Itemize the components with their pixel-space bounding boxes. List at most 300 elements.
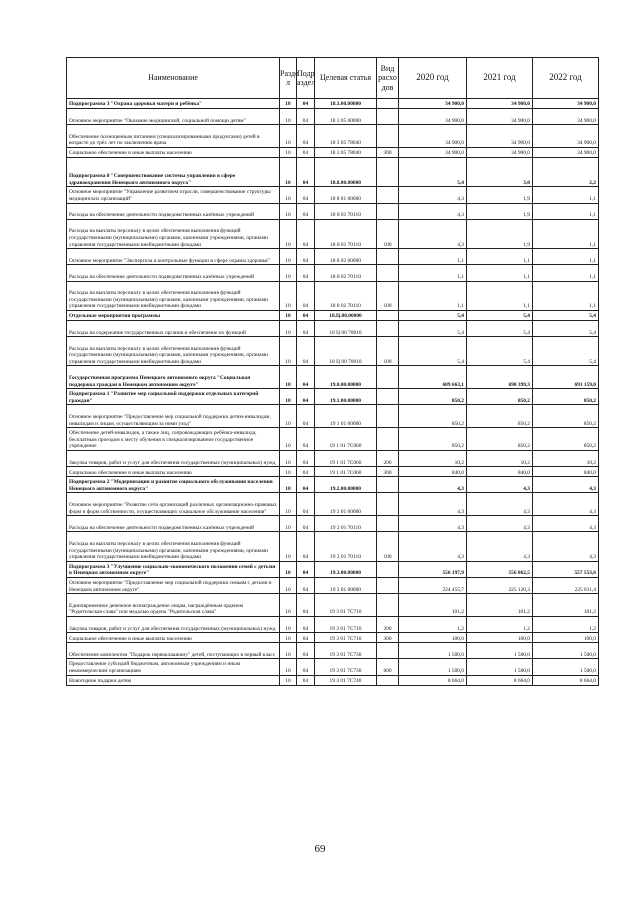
cell-celevaya-statya: 18 8 01 00000 xyxy=(315,187,377,203)
cell-amount-2022: 4,3 xyxy=(533,532,599,561)
cell-podrazdel: 04 xyxy=(297,643,315,659)
cell-amount-2020: 224 455,7 xyxy=(399,578,467,594)
cell-celevaya-statya: 18 3 05 00000 xyxy=(315,109,377,125)
cell-amount-2020: 100,0 xyxy=(399,633,467,643)
cell-razdel: 10 xyxy=(280,337,297,366)
cell-amount-2022: 850,2 xyxy=(533,389,599,405)
cell-celevaya-statya: 19.2.00.00000 xyxy=(315,477,377,493)
cell-celevaya-statya: 18.Ц.00.00000 xyxy=(315,310,377,320)
cell-razdel: 10 xyxy=(280,578,297,594)
cell-celevaya-statya: 19.3.00.00000 xyxy=(315,561,377,577)
cell-amount-2021: 556 862,5 xyxy=(467,561,533,577)
cell-amount-2022: 850,2 xyxy=(533,428,599,451)
header-name: Наименование xyxy=(67,58,280,99)
cell-amount-2021: 225 120,3 xyxy=(467,578,533,594)
cell-razdel: 10 xyxy=(280,616,297,632)
budget-table-sheet xyxy=(66,57,598,686)
cell-amount-2021: 34 900,0 xyxy=(467,147,533,157)
cell-amount-2020: 1,1 xyxy=(399,249,467,265)
cell-celevaya-statya: 18 Ц 00 70010 xyxy=(315,337,377,366)
cell-amount-2020: 1,2 xyxy=(399,616,467,632)
cell-razdel: 10 xyxy=(280,561,297,577)
cell-amount-2020: 34 900,0 xyxy=(399,147,467,157)
cell-razdel: 10 xyxy=(280,594,297,617)
cell-razdel: 10 xyxy=(280,532,297,561)
cell-amount-2022: 225 811,4 xyxy=(533,578,599,594)
cell-amount-2022: 34 900,0 xyxy=(533,99,599,109)
cell-razdel: 10 xyxy=(280,366,297,389)
cell-name: Подпрограмма 8 "Совершенствование системы управления в сфере здравоохранения Ненецкого автономного округа" xyxy=(67,157,280,186)
cell-vid-rashodov: 300 xyxy=(377,147,399,157)
page-number: 69 xyxy=(314,843,326,855)
cell-amount-2022: 34 900,0 xyxy=(533,147,599,157)
cell-amount-2020: 101,2 xyxy=(399,594,467,617)
cell-podrazdel: 04 xyxy=(297,219,315,248)
cell-celevaya-statya: 19 3 01 7C710 xyxy=(315,633,377,643)
table-row xyxy=(67,675,599,685)
table-row xyxy=(67,467,599,477)
cell-vid-rashodov xyxy=(377,578,399,594)
cell-razdel: 10 xyxy=(280,219,297,248)
cell-amount-2020: 4,3 xyxy=(399,477,467,493)
cell-name: Предоставление субсидий бюджетным, автономным учреждениям и иным некоммерческим организациям xyxy=(67,659,280,675)
cell-vid-rashodov xyxy=(377,157,399,186)
cell-name: Социальное обеспечение и иные выплаты населению xyxy=(67,633,280,643)
table-row xyxy=(67,265,599,281)
cell-celevaya-statya: 18 8 02 70110 xyxy=(315,281,377,310)
cell-amount-2022: 34 900,0 xyxy=(533,109,599,125)
table-row xyxy=(67,477,599,493)
cell-razdel: 10 xyxy=(280,203,297,219)
cell-vid-rashodov: 300 xyxy=(377,633,399,643)
cell-amount-2020: 4,3 xyxy=(399,203,467,219)
table-row xyxy=(67,493,599,516)
cell-podrazdel: 04 xyxy=(297,477,315,493)
cell-vid-rashodov xyxy=(377,310,399,320)
cell-amount-2022: 101,2 xyxy=(533,594,599,617)
cell-vid-rashodov xyxy=(377,477,399,493)
cell-celevaya-statya: 19 3 01 00000 xyxy=(315,578,377,594)
cell-amount-2020: 4,3 xyxy=(399,493,467,516)
cell-podrazdel: 04 xyxy=(297,616,315,632)
cell-celevaya-statya: 18.3.00.00000 xyxy=(315,99,377,109)
cell-vid-rashodov xyxy=(377,99,399,109)
cell-podrazdel: 04 xyxy=(297,310,315,320)
cell-name: Социальное обеспечение и иные выплаты населению xyxy=(67,467,280,477)
cell-razdel: 10 xyxy=(280,249,297,265)
cell-amount-2021: 1 500,0 xyxy=(467,643,533,659)
cell-name: Единовременное денежное вознаграждение лицам, награждённым орденом "Родительская слава" или медалью ордена "Родительская слава" xyxy=(67,594,280,617)
cell-podrazdel: 04 xyxy=(297,109,315,125)
cell-amount-2022: 1,1 xyxy=(533,203,599,219)
cell-name: Расходы на обеспечение деятельности подведомственных казённых учреждений xyxy=(67,203,280,219)
table-row xyxy=(67,320,599,336)
cell-podrazdel: 04 xyxy=(297,561,315,577)
cell-amount-2022: 691 159,0 xyxy=(533,366,599,389)
cell-name: Государственная программа Ненецкого автономного округа "Социальная поддержка граждан в Ненецком автономном округе" xyxy=(67,366,280,389)
header-celevaya-statya: Целевая статья xyxy=(315,58,377,99)
cell-amount-2021: 1,2 xyxy=(467,616,533,632)
cell-razdel: 10 xyxy=(280,389,297,405)
cell-amount-2020: 1,1 xyxy=(399,281,467,310)
cell-celevaya-statya: 18 3 05 78040 xyxy=(315,147,377,157)
cell-name: Обеспечение комплектом "Подарок первоклашкину" детей, поступающих в первый класс xyxy=(67,643,280,659)
cell-name: Основное мероприятие "Экспертиза и контрольные функции в сфере охраны здоровья" xyxy=(67,249,280,265)
cell-podrazdel: 04 xyxy=(297,187,315,203)
cell-celevaya-statya: 19 1 01 00000 xyxy=(315,405,377,428)
cell-amount-2020: 850,2 xyxy=(399,405,467,428)
cell-razdel: 10 xyxy=(280,643,297,659)
cell-amount-2022: 1,1 xyxy=(533,265,599,281)
cell-celevaya-statya: 18 3 05 78040 xyxy=(315,125,377,148)
cell-name: Расходы на выплаты персоналу в целях обеспечения выполнения функций государственными (муниципальными) органами, казенными учреждениями, органами управления государственными внебюджетными фондами xyxy=(67,281,280,310)
cell-name: Расходы на выплаты персоналу в целях обеспечения выполнения функций государственными (муниципальными) органами, казенными учреждениями, органами управления государственными внебюджетными фондами xyxy=(67,337,280,366)
cell-name: Расходы на содержание государственных органов и обеспечение их функций xyxy=(67,320,280,336)
cell-vid-rashodov xyxy=(377,389,399,405)
cell-vid-rashodov xyxy=(377,594,399,617)
cell-celevaya-statya: 18 8 01 70110 xyxy=(315,203,377,219)
table-row xyxy=(67,219,599,248)
cell-vid-rashodov: 100 xyxy=(377,532,399,561)
cell-podrazdel: 04 xyxy=(297,281,315,310)
cell-amount-2020: 556 197,9 xyxy=(399,561,467,577)
cell-amount-2022: 1 500,0 xyxy=(533,643,599,659)
cell-amount-2022: 4,3 xyxy=(533,477,599,493)
cell-razdel: 10 xyxy=(280,467,297,477)
cell-vid-rashodov: 200 xyxy=(377,616,399,632)
table-row xyxy=(67,451,599,467)
cell-amount-2021: 4,3 xyxy=(467,477,533,493)
cell-razdel: 10 xyxy=(280,659,297,675)
cell-celevaya-statya: 19 1 01 7C060 xyxy=(315,467,377,477)
cell-name: Расходы на обеспечение деятельности подведомственных казённых учреждений xyxy=(67,516,280,532)
cell-amount-2020: 34 900,0 xyxy=(399,99,467,109)
cell-amount-2020: 8 664,0 xyxy=(399,675,467,685)
cell-vid-rashodov xyxy=(377,675,399,685)
cell-amount-2021: 34 900,0 xyxy=(467,125,533,148)
cell-vid-rashodov xyxy=(377,643,399,659)
cell-razdel: 10 xyxy=(280,187,297,203)
cell-celevaya-statya: 19 3 01 7C730 xyxy=(315,643,377,659)
cell-podrazdel: 04 xyxy=(297,532,315,561)
cell-amount-2022: 4,3 xyxy=(533,516,599,532)
cell-vid-rashodov xyxy=(377,203,399,219)
cell-amount-2021: 850,2 xyxy=(467,405,533,428)
table-row xyxy=(67,516,599,532)
table-row xyxy=(67,532,599,561)
cell-amount-2022: 840,0 xyxy=(533,467,599,477)
cell-amount-2021: 1,1 xyxy=(467,265,533,281)
cell-name: Основное мероприятие "Предоставление мер социальной поддержки семьям с детьми в Ненецком автономном округе" xyxy=(67,578,280,594)
cell-name: Основное мероприятие "Управление развитием отрасли, совершенствование структуры медицинских организаций" xyxy=(67,187,280,203)
cell-podrazdel: 04 xyxy=(297,516,315,532)
header-year-2021: 2021 год xyxy=(467,58,533,99)
cell-vid-rashodov: 300 xyxy=(377,467,399,477)
cell-name: Обеспечение детей-инвалидов, а также лиц, сопровождающих ребёнка-инвалида, бесплатным проездом к месту обучения в специализированное государственное учреждение xyxy=(67,428,280,451)
cell-celevaya-statya: 19 2 01 70110 xyxy=(315,532,377,561)
cell-razdel: 10 xyxy=(280,451,297,467)
cell-razdel: 10 xyxy=(280,109,297,125)
cell-amount-2021: 690 399,3 xyxy=(467,366,533,389)
cell-celevaya-statya: 19 3 01 7C730 xyxy=(315,659,377,675)
cell-amount-2022: 4,3 xyxy=(533,493,599,516)
cell-celevaya-statya: 19 1 01 7C060 xyxy=(315,428,377,451)
table-row xyxy=(67,659,599,675)
cell-vid-rashodov: 600 xyxy=(377,659,399,675)
cell-amount-2021: 5,4 xyxy=(467,320,533,336)
table-row xyxy=(67,109,599,125)
table-row xyxy=(67,147,599,157)
cell-amount-2021: 100,0 xyxy=(467,633,533,643)
cell-name: Закупка товаров, работ и услуг для обеспечения государственных (муниципальных) нужд xyxy=(67,451,280,467)
cell-amount-2022: 1,2 xyxy=(533,616,599,632)
cell-vid-rashodov xyxy=(377,493,399,516)
cell-name: Обеспечение полноценным питанием (специализированными продуктами) детей в возрасте до трёх лет по заключению врача xyxy=(67,125,280,148)
cell-amount-2022: 850,2 xyxy=(533,405,599,428)
cell-razdel: 10 xyxy=(280,310,297,320)
cell-amount-2021: 1 500,0 xyxy=(467,659,533,675)
cell-podrazdel: 04 xyxy=(297,203,315,219)
cell-amount-2022: 1,1 xyxy=(533,187,599,203)
cell-razdel: 10 xyxy=(280,265,297,281)
cell-razdel: 10 xyxy=(280,675,297,685)
cell-amount-2021: 101,2 xyxy=(467,594,533,617)
cell-vid-rashodov xyxy=(377,561,399,577)
cell-razdel: 10 xyxy=(280,157,297,186)
cell-amount-2020: 4,3 xyxy=(399,187,467,203)
cell-amount-2021: 34 900,0 xyxy=(467,99,533,109)
cell-amount-2020: 850,2 xyxy=(399,389,467,405)
cell-name: Подпрограмма 2 "Модернизация и развитие социального обслуживания населения Ненецкого автономного округа" xyxy=(67,477,280,493)
cell-amount-2021: 1,9 xyxy=(467,219,533,248)
cell-podrazdel: 04 xyxy=(297,265,315,281)
cell-vid-rashodov: 100 xyxy=(377,219,399,248)
cell-amount-2022: 1,1 xyxy=(533,219,599,248)
cell-podrazdel: 04 xyxy=(297,659,315,675)
cell-razdel: 10 xyxy=(280,428,297,451)
cell-amount-2020: 34 900,0 xyxy=(399,125,467,148)
table-row xyxy=(67,337,599,366)
cell-razdel: 10 xyxy=(280,633,297,643)
cell-celevaya-statya: 18 8 02 00000 xyxy=(315,249,377,265)
table-row xyxy=(67,578,599,594)
cell-amount-2020: 689 663,1 xyxy=(399,366,467,389)
table-row xyxy=(67,428,599,451)
cell-podrazdel: 04 xyxy=(297,493,315,516)
cell-amount-2022: 5,4 xyxy=(533,337,599,366)
cell-razdel: 10 xyxy=(280,147,297,157)
cell-amount-2020: 840,0 xyxy=(399,467,467,477)
cell-celevaya-statya: 19 3 01 7C710 xyxy=(315,594,377,617)
cell-amount-2021: 1,1 xyxy=(467,249,533,265)
cell-amount-2022: 1,1 xyxy=(533,281,599,310)
cell-name: Подпрограмма 3 "Охрана здоровья матери и ребёнка" xyxy=(67,99,280,109)
cell-amount-2022: 34 900,0 xyxy=(533,125,599,148)
cell-celevaya-statya: 19.1.00.00000 xyxy=(315,389,377,405)
cell-amount-2020: 34 900,0 xyxy=(399,109,467,125)
cell-amount-2021: 4,3 xyxy=(467,516,533,532)
cell-amount-2022: 1,1 xyxy=(533,249,599,265)
cell-podrazdel: 04 xyxy=(297,675,315,685)
cell-celevaya-statya: 18 8 01 70110 xyxy=(315,219,377,248)
cell-amount-2020: 850,2 xyxy=(399,428,467,451)
cell-vid-rashodov xyxy=(377,428,399,451)
cell-amount-2020: 5,4 xyxy=(399,337,467,366)
cell-name: Расходы на выплаты персоналу в целях обеспечения выполнения функций государственными (муниципальными) органами, казенными учреждениями, органами управления государственными внебюджетными фондами xyxy=(67,532,280,561)
cell-name: Основное мероприятие "Развитие сети организаций различных организационно-правовых форм и форм собственности, осуществляющих социальное обслуживание населения" xyxy=(67,493,280,516)
cell-podrazdel: 04 xyxy=(297,337,315,366)
cell-podrazdel: 04 xyxy=(297,320,315,336)
cell-name: Подпрограмма 3 "Улучшение социально-экономического положения семей с детьми в Ненецком автономном округе" xyxy=(67,561,280,577)
cell-amount-2021: 840,0 xyxy=(467,467,533,477)
cell-amount-2021: 850,2 xyxy=(467,428,533,451)
cell-vid-rashodov: 200 xyxy=(377,451,399,467)
cell-amount-2021: 3,0 xyxy=(467,157,533,186)
cell-vid-rashodov xyxy=(377,366,399,389)
cell-vid-rashodov: 100 xyxy=(377,281,399,310)
cell-amount-2022: 5,4 xyxy=(533,310,599,320)
header-year-2022: 2022 год xyxy=(533,58,599,99)
cell-name: Расходы на выплаты персоналу в целях обеспечения выполнения функций государственными (муниципальными) органами, казенными учреждениями, органами управления государственными внебюджетными фондами xyxy=(67,219,280,248)
cell-podrazdel: 04 xyxy=(297,578,315,594)
cell-amount-2020: 5,4 xyxy=(399,320,467,336)
table-row xyxy=(67,366,599,389)
header-year-2020: 2020 год xyxy=(399,58,467,99)
cell-vid-rashodov xyxy=(377,187,399,203)
cell-amount-2021: 850,2 xyxy=(467,389,533,405)
cell-amount-2020: 5,4 xyxy=(399,310,467,320)
cell-amount-2022: 2,2 xyxy=(533,157,599,186)
cell-amount-2020: 1 500,0 xyxy=(399,643,467,659)
cell-name: Социальное обеспечение и иные выплаты населению xyxy=(67,147,280,157)
cell-celevaya-statya: 19 3 01 7C710 xyxy=(315,616,377,632)
cell-amount-2020: 5,4 xyxy=(399,157,467,186)
cell-podrazdel: 04 xyxy=(297,428,315,451)
cell-podrazdel: 04 xyxy=(297,249,315,265)
cell-razdel: 10 xyxy=(280,125,297,148)
table-body xyxy=(67,99,599,686)
cell-name: Отдельные мероприятия программы xyxy=(67,310,280,320)
cell-podrazdel: 04 xyxy=(297,125,315,148)
table-row xyxy=(67,561,599,577)
header-vid-rashodov: Вид расхо дов xyxy=(377,58,399,99)
cell-amount-2022: 8 664,0 xyxy=(533,675,599,685)
cell-vid-rashodov xyxy=(377,265,399,281)
cell-name: Новогодние подарки детям xyxy=(67,675,280,685)
cell-amount-2021: 10,2 xyxy=(467,451,533,467)
table-row xyxy=(67,405,599,428)
cell-vid-rashodov: 100 xyxy=(377,337,399,366)
table-row xyxy=(67,125,599,148)
table-row xyxy=(67,643,599,659)
cell-podrazdel: 04 xyxy=(297,451,315,467)
cell-celevaya-statya: 18.8.00.00000 xyxy=(315,157,377,186)
cell-amount-2020: 4,3 xyxy=(399,516,467,532)
cell-amount-2022: 10,2 xyxy=(533,451,599,467)
cell-amount-2022: 1 500,0 xyxy=(533,659,599,675)
table-row xyxy=(67,616,599,632)
cell-podrazdel: 04 xyxy=(297,467,315,477)
cell-amount-2021: 8 664,0 xyxy=(467,675,533,685)
cell-podrazdel: 04 xyxy=(297,389,315,405)
table-row xyxy=(67,310,599,320)
cell-podrazdel: 04 xyxy=(297,147,315,157)
cell-amount-2021: 4,3 xyxy=(467,493,533,516)
cell-amount-2022: 5,4 xyxy=(533,320,599,336)
cell-name: Закупка товаров, работ и услуг для обеспечения государственных (муниципальных) нужд xyxy=(67,616,280,632)
cell-amount-2022: 100,0 xyxy=(533,633,599,643)
cell-vid-rashodov xyxy=(377,109,399,125)
cell-podrazdel: 04 xyxy=(297,633,315,643)
cell-celevaya-statya: 19 1 01 7C060 xyxy=(315,451,377,467)
cell-celevaya-statya: 19 2 01 00000 xyxy=(315,493,377,516)
cell-celevaya-statya: 19 3 01 7C740 xyxy=(315,675,377,685)
header-podrazdel: Подр аздел xyxy=(297,58,315,99)
cell-amount-2020: 4,3 xyxy=(399,532,467,561)
table-row xyxy=(67,633,599,643)
cell-podrazdel: 04 xyxy=(297,405,315,428)
cell-amount-2020: 1,1 xyxy=(399,265,467,281)
table-row xyxy=(67,203,599,219)
table-row xyxy=(67,281,599,310)
cell-razdel: 10 xyxy=(280,516,297,532)
cell-vid-rashodov xyxy=(377,516,399,532)
cell-amount-2021: 4,3 xyxy=(467,532,533,561)
cell-amount-2021: 5,4 xyxy=(467,310,533,320)
cell-vid-rashodov xyxy=(377,249,399,265)
cell-amount-2020: 10,2 xyxy=(399,451,467,467)
cell-razdel: 10 xyxy=(280,320,297,336)
table-row xyxy=(67,594,599,617)
cell-amount-2020: 4,3 xyxy=(399,219,467,248)
cell-podrazdel: 04 xyxy=(297,366,315,389)
cell-razdel: 10 xyxy=(280,493,297,516)
cell-name: Основное мероприятие "Оказание медицинской, социальной помощи детям" xyxy=(67,109,280,125)
cell-vid-rashodov xyxy=(377,125,399,148)
cell-amount-2022: 557 553,6 xyxy=(533,561,599,577)
cell-vid-rashodov xyxy=(377,320,399,336)
cell-celevaya-statya: 18 Ц 00 70010 xyxy=(315,320,377,336)
cell-name: Основное мероприятие "Предоставление мер социальной поддержки детям-инвалидам, инвалидам и лицам, осуществляющим за ними уход" xyxy=(67,405,280,428)
cell-amount-2021: 1,9 xyxy=(467,203,533,219)
table-row xyxy=(67,99,599,109)
cell-razdel: 10 xyxy=(280,281,297,310)
table-header-row xyxy=(67,58,599,99)
cell-amount-2021: 1,9 xyxy=(467,187,533,203)
table-row xyxy=(67,389,599,405)
cell-amount-2021: 1,1 xyxy=(467,281,533,310)
cell-podrazdel: 04 xyxy=(297,157,315,186)
cell-name: Подпрограмма 1 "Развитие мер социальной поддержки отдельных категорий граждан" xyxy=(67,389,280,405)
cell-celevaya-statya: 19 2 01 70110 xyxy=(315,516,377,532)
cell-name: Расходы на обеспечение деятельности подведомственных казённых учреждений xyxy=(67,265,280,281)
table-row xyxy=(67,187,599,203)
cell-razdel: 10 xyxy=(280,99,297,109)
cell-podrazdel: 04 xyxy=(297,99,315,109)
table-row xyxy=(67,157,599,186)
cell-vid-rashodov xyxy=(377,405,399,428)
cell-celevaya-statya: 19.0.00.00000 xyxy=(315,366,377,389)
cell-podrazdel: 04 xyxy=(297,594,315,617)
cell-amount-2021: 5,4 xyxy=(467,337,533,366)
header-razdel: Разде л xyxy=(280,58,297,99)
budget-table xyxy=(66,57,599,686)
cell-amount-2020: 1 500,0 xyxy=(399,659,467,675)
cell-razdel: 10 xyxy=(280,405,297,428)
cell-celevaya-statya: 18 8 02 70110 xyxy=(315,265,377,281)
cell-razdel: 10 xyxy=(280,477,297,493)
table-row xyxy=(67,249,599,265)
